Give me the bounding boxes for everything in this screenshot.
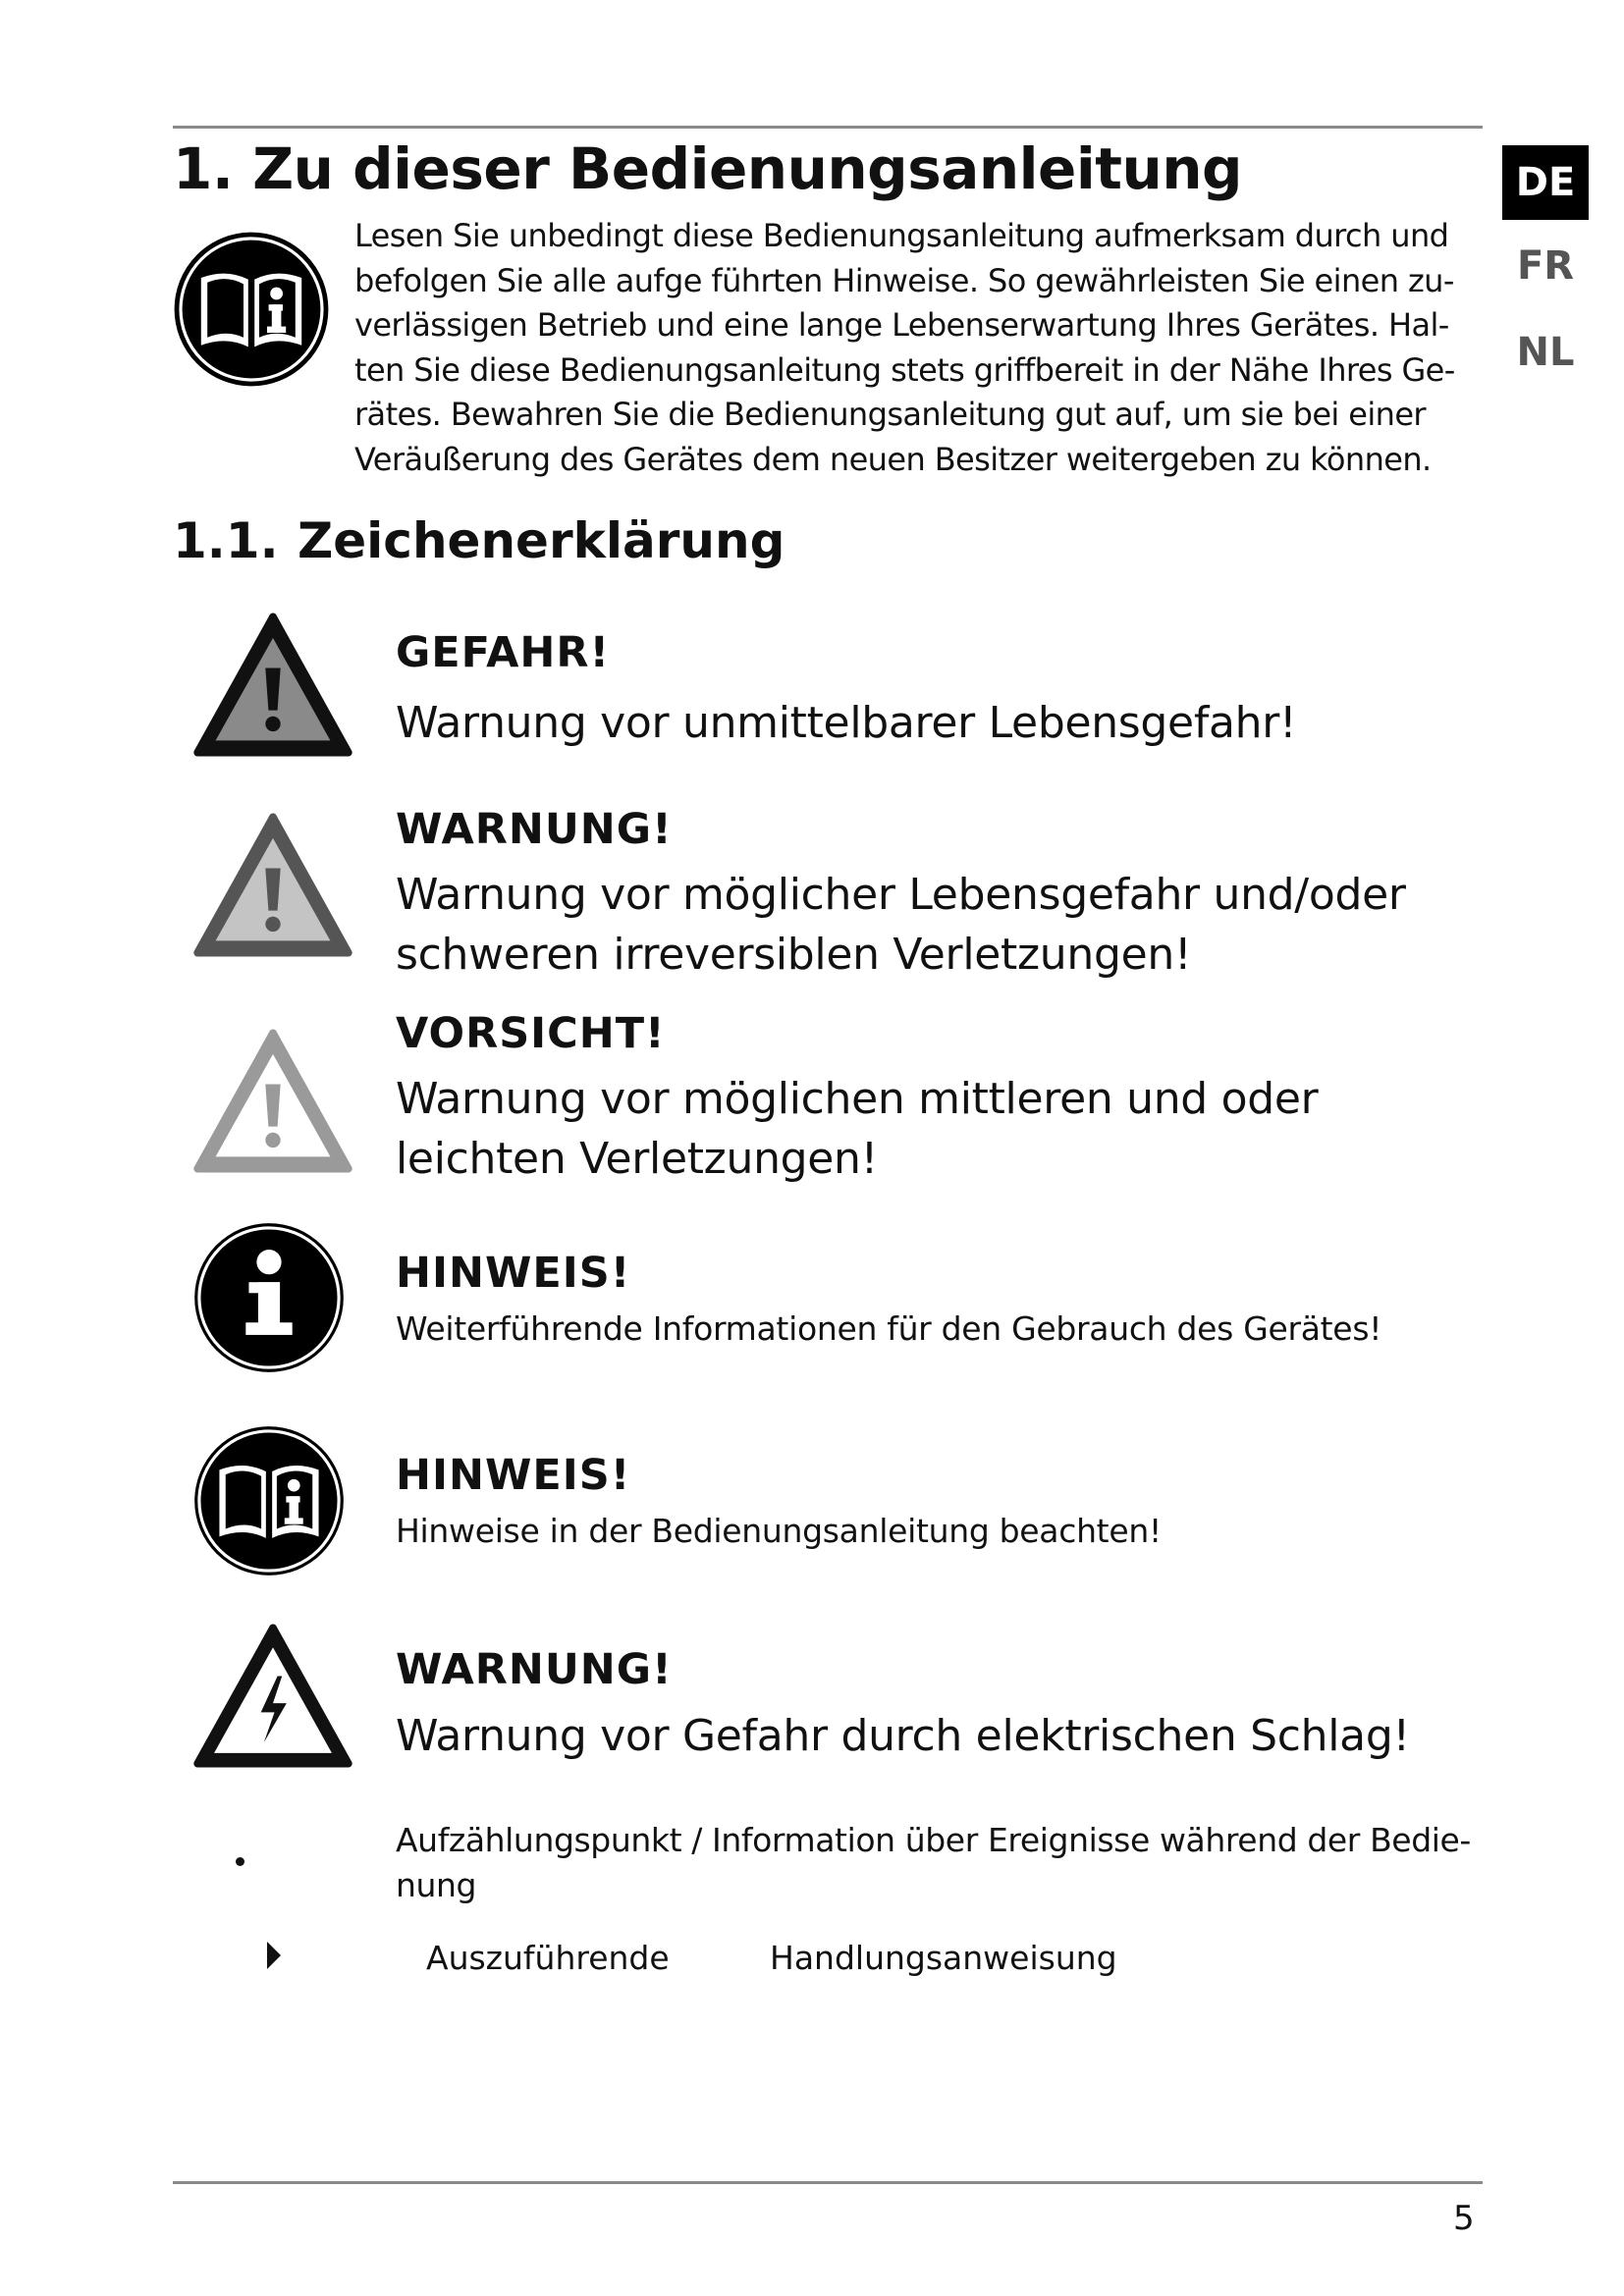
- top-rule: [173, 126, 1483, 129]
- manual-book-icon: [191, 1423, 347, 1578]
- symbol-title-danger: GEFAHR!: [396, 628, 611, 677]
- manual-book-icon: [173, 231, 330, 388]
- symbol-desc-warning: Warnung vor möglicher Lebensgefahr und/oder schweren irreversiblen Verletzungen!: [396, 870, 1406, 980]
- symbol-title-caution: VORSICHT!: [396, 1009, 666, 1058]
- page-number: 5: [1453, 2199, 1475, 2238]
- language-tab-de[interactable]: DE: [1502, 145, 1589, 220]
- section-heading: [173, 135, 1242, 202]
- subsection-number: 1.1.: [173, 512, 279, 569]
- symbol-title-electric: WARNUNG!: [396, 1645, 673, 1694]
- symbol-desc-caution: Warnung vor möglichen mittleren und oder leichten Verletzungen!: [396, 1074, 1319, 1184]
- warning-triangle-icon: [191, 811, 354, 962]
- electric-shock-triangle-icon: [191, 1622, 354, 1773]
- symbol-desc-manual: Hinweise in der Bedienungsanleitung beachten!: [396, 1512, 1162, 1550]
- action-arrow-icon: [267, 1942, 281, 1969]
- caution-triangle-icon: [191, 1027, 354, 1178]
- symbol-desc-danger: Warnung vor unmittelbarer Lebensgefahr!: [396, 698, 1297, 748]
- subsection-title: Zeichenerklärung: [298, 512, 785, 569]
- info-circle-icon: [191, 1220, 347, 1375]
- section-title: Zu dieser Bedienungsanleitung: [252, 135, 1243, 202]
- action-label: Auszuführende: [426, 1939, 670, 1977]
- symbol-title-warning: WARNUNG!: [396, 805, 673, 854]
- bullet-point-icon: [236, 1857, 244, 1866]
- action-description: Handlungsanweisung: [770, 1939, 1117, 1977]
- section-number: 1.: [173, 135, 234, 202]
- symbol-desc-info: Weiterführende Informationen für den Gebrauch des Gerätes!: [396, 1309, 1382, 1348]
- intro-paragraph: Lesen Sie unbedingt diese Bedienungsanleitung aufmerksam durch und befolgen Sie alle aufge führten Hinweise. So gewährleisten Sie einen zu- verlässigen Betrieb und eine lange Lebenserwartung Ihres Gerätes. Hal- ten Sie diese Bedienungsanleitung stets griffbereit in der Nähe Ihres Ge- rätes. Bewahren Sie die Bedienungsanleitung gut auf, um sie bei einer Veräußerung des Gerätes dem neuen Besitzer weitergeben zu können.: [354, 217, 1455, 478]
- symbol-desc-electric: Warnung vor Gefahr durch elektrischen Schlag!: [396, 1711, 1410, 1761]
- language-tab-nl[interactable]: NL: [1516, 330, 1575, 375]
- language-tab-fr[interactable]: FR: [1516, 243, 1575, 289]
- symbol-title-manual: HINWEIS!: [396, 1451, 631, 1500]
- bottom-rule: [173, 2181, 1483, 2184]
- danger-warning-triangle-icon: [191, 611, 354, 762]
- bullet-point-description: Aufzählungspunkt / Information über Ereignisse während der Bedie- nung: [396, 1821, 1471, 1904]
- subsection-heading: [173, 512, 785, 569]
- symbol-title-info: HINWEIS!: [396, 1249, 631, 1298]
